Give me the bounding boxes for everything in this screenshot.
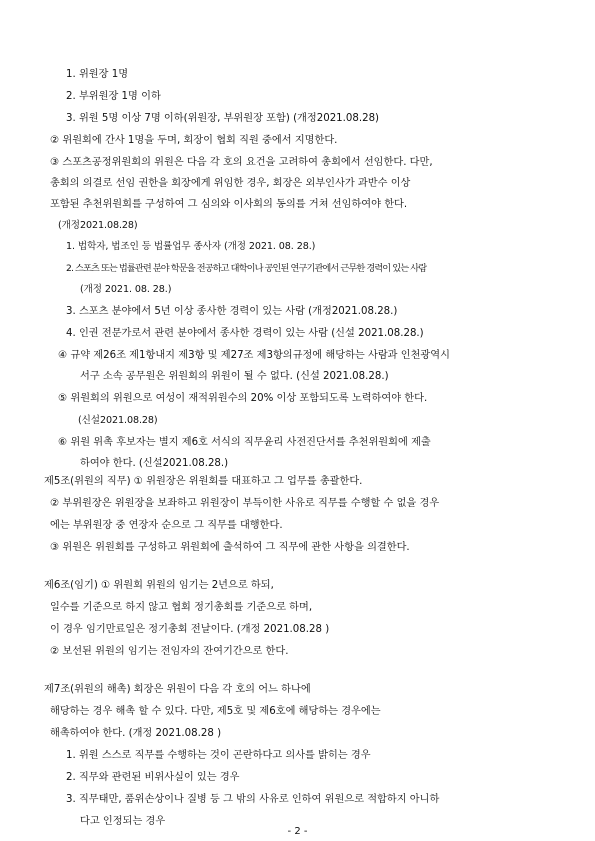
- article-heading: 제6조(임기) ① 위원회 위원의 임기는 2년으로 하되,: [44, 580, 274, 591]
- text-line: 1. 법학자, 법조인 등 법률업무 종사자 (개정 2021. 08. 28.): [66, 241, 316, 252]
- text-line: (개정2021.08.28): [58, 220, 138, 231]
- text-line: 3. 스포츠 분야에서 5년 이상 종사한 경력이 있는 사람 (개정2021.08.28.): [66, 306, 398, 317]
- text-line: 포함된 추천위원회를 구성하여 그 심의와 이사회의 동의를 거쳐 선임하여야 한다.: [50, 199, 408, 210]
- text-line: ⑤ 위원회의 위원으로 여성이 재적위원수의 20% 이상 포함되도록 노력하여야 한다.: [58, 393, 428, 404]
- text-line: 2. 직무와 관련된 비위사실이 있는 경우: [66, 772, 240, 783]
- text-line: 해촉하여야 한다. (개정 2021.08.28 ): [50, 728, 222, 739]
- text-line: 3. 위원 5명 이상 7명 이하(위원장, 부위원장 포함) (개정2021.08.28): [66, 113, 380, 124]
- text-line: ⑥ 위원 위촉 후보자는 별지 제6호 서식의 직무윤리 사전진단서를 추천위원회에 제출: [58, 437, 431, 448]
- text-line: ④ 규약 제26조 제1항내지 제3항 및 제27조 제3항의규정에 해당하는 사람과 인천광역시: [58, 350, 450, 361]
- text-line: 1. 위원장 1명: [66, 69, 129, 80]
- text-line: 4. 인권 전문가로서 관련 분야에서 종사한 경력이 있는 사람 (신설 2021.08.28.): [66, 328, 424, 339]
- text-line: 총회의 의결로 선임 권한을 회장에게 위임한 경우, 회장은 외부인사가 과반수 이상: [50, 178, 411, 189]
- text-line: 일수를 기준으로 하지 않고 협회 정기총회를 기준으로 하며,: [50, 602, 313, 613]
- text-line: 이 경우 임기만료일은 정기총회 전날이다. (개정 2021.08.28 ): [50, 624, 330, 635]
- text-line: 3. 직무태만, 품위손상이나 질병 등 그 밖의 사유로 인하여 위원으로 적합하지 아니하: [66, 794, 440, 805]
- article-heading: 제7조(위원의 해촉) 회장은 위원이 다음 각 호의 어느 하나에: [44, 684, 311, 695]
- text-line: ③ 위원은 위원회를 구성하고 위원회에 출석하여 그 직무에 관한 사항을 의결한다.: [50, 542, 410, 553]
- text-line: ② 부위원장은 위원장을 보좌하고 위원장이 부득이한 사유로 직무를 수행할 수 없을 경우: [50, 498, 440, 509]
- text-line: 2. 스포츠 또는 법률관련 분야 학문을 전공하고 대학이나 공인된 연구기관에서 근무한 경력이 있는 사람: [66, 263, 427, 274]
- text-line: (신설2021.08.28): [78, 415, 158, 426]
- article-heading: 제5조(위원의 직무) ① 위원장은 위원회를 대표하고 그 업무를 총괄한다.: [44, 476, 363, 487]
- text-line: 다고 인정되는 경우: [80, 816, 166, 827]
- text-line: ② 위원회에 간사 1명을 두며, 회장이 협회 직원 중에서 지명한다.: [50, 135, 338, 146]
- text-line: 하여야 한다. (신설2021.08.28.): [80, 458, 229, 469]
- text-line: (개정 2021. 08. 28.): [80, 284, 172, 295]
- text-line: ② 보선된 위원의 임기는 전임자의 잔여기간으로 한다.: [50, 646, 289, 657]
- page-number: - 2 -: [287, 826, 308, 837]
- text-line: ③ 스포츠공정위원회의 위원은 다음 각 호의 요건을 고려하여 총회에서 선임한다. 다만,: [50, 157, 433, 168]
- text-line: 서구 소속 공무원은 위원회의 위원이 될 수 없다. (신설 2021.08.28.): [80, 371, 389, 382]
- text-line: 2. 부위원장 1명 이하: [66, 91, 161, 102]
- text-line: 해당하는 경우 해촉 할 수 있다. 다만, 제5호 및 제6호에 해당하는 경우에는: [50, 706, 381, 717]
- text-line: 에는 부위원장 중 연장자 순으로 그 직무를 대행한다.: [50, 520, 283, 531]
- text-line: 1. 위원 스스로 직무를 수행하는 것이 곤란하다고 의사를 밝히는 경우: [66, 750, 371, 761]
